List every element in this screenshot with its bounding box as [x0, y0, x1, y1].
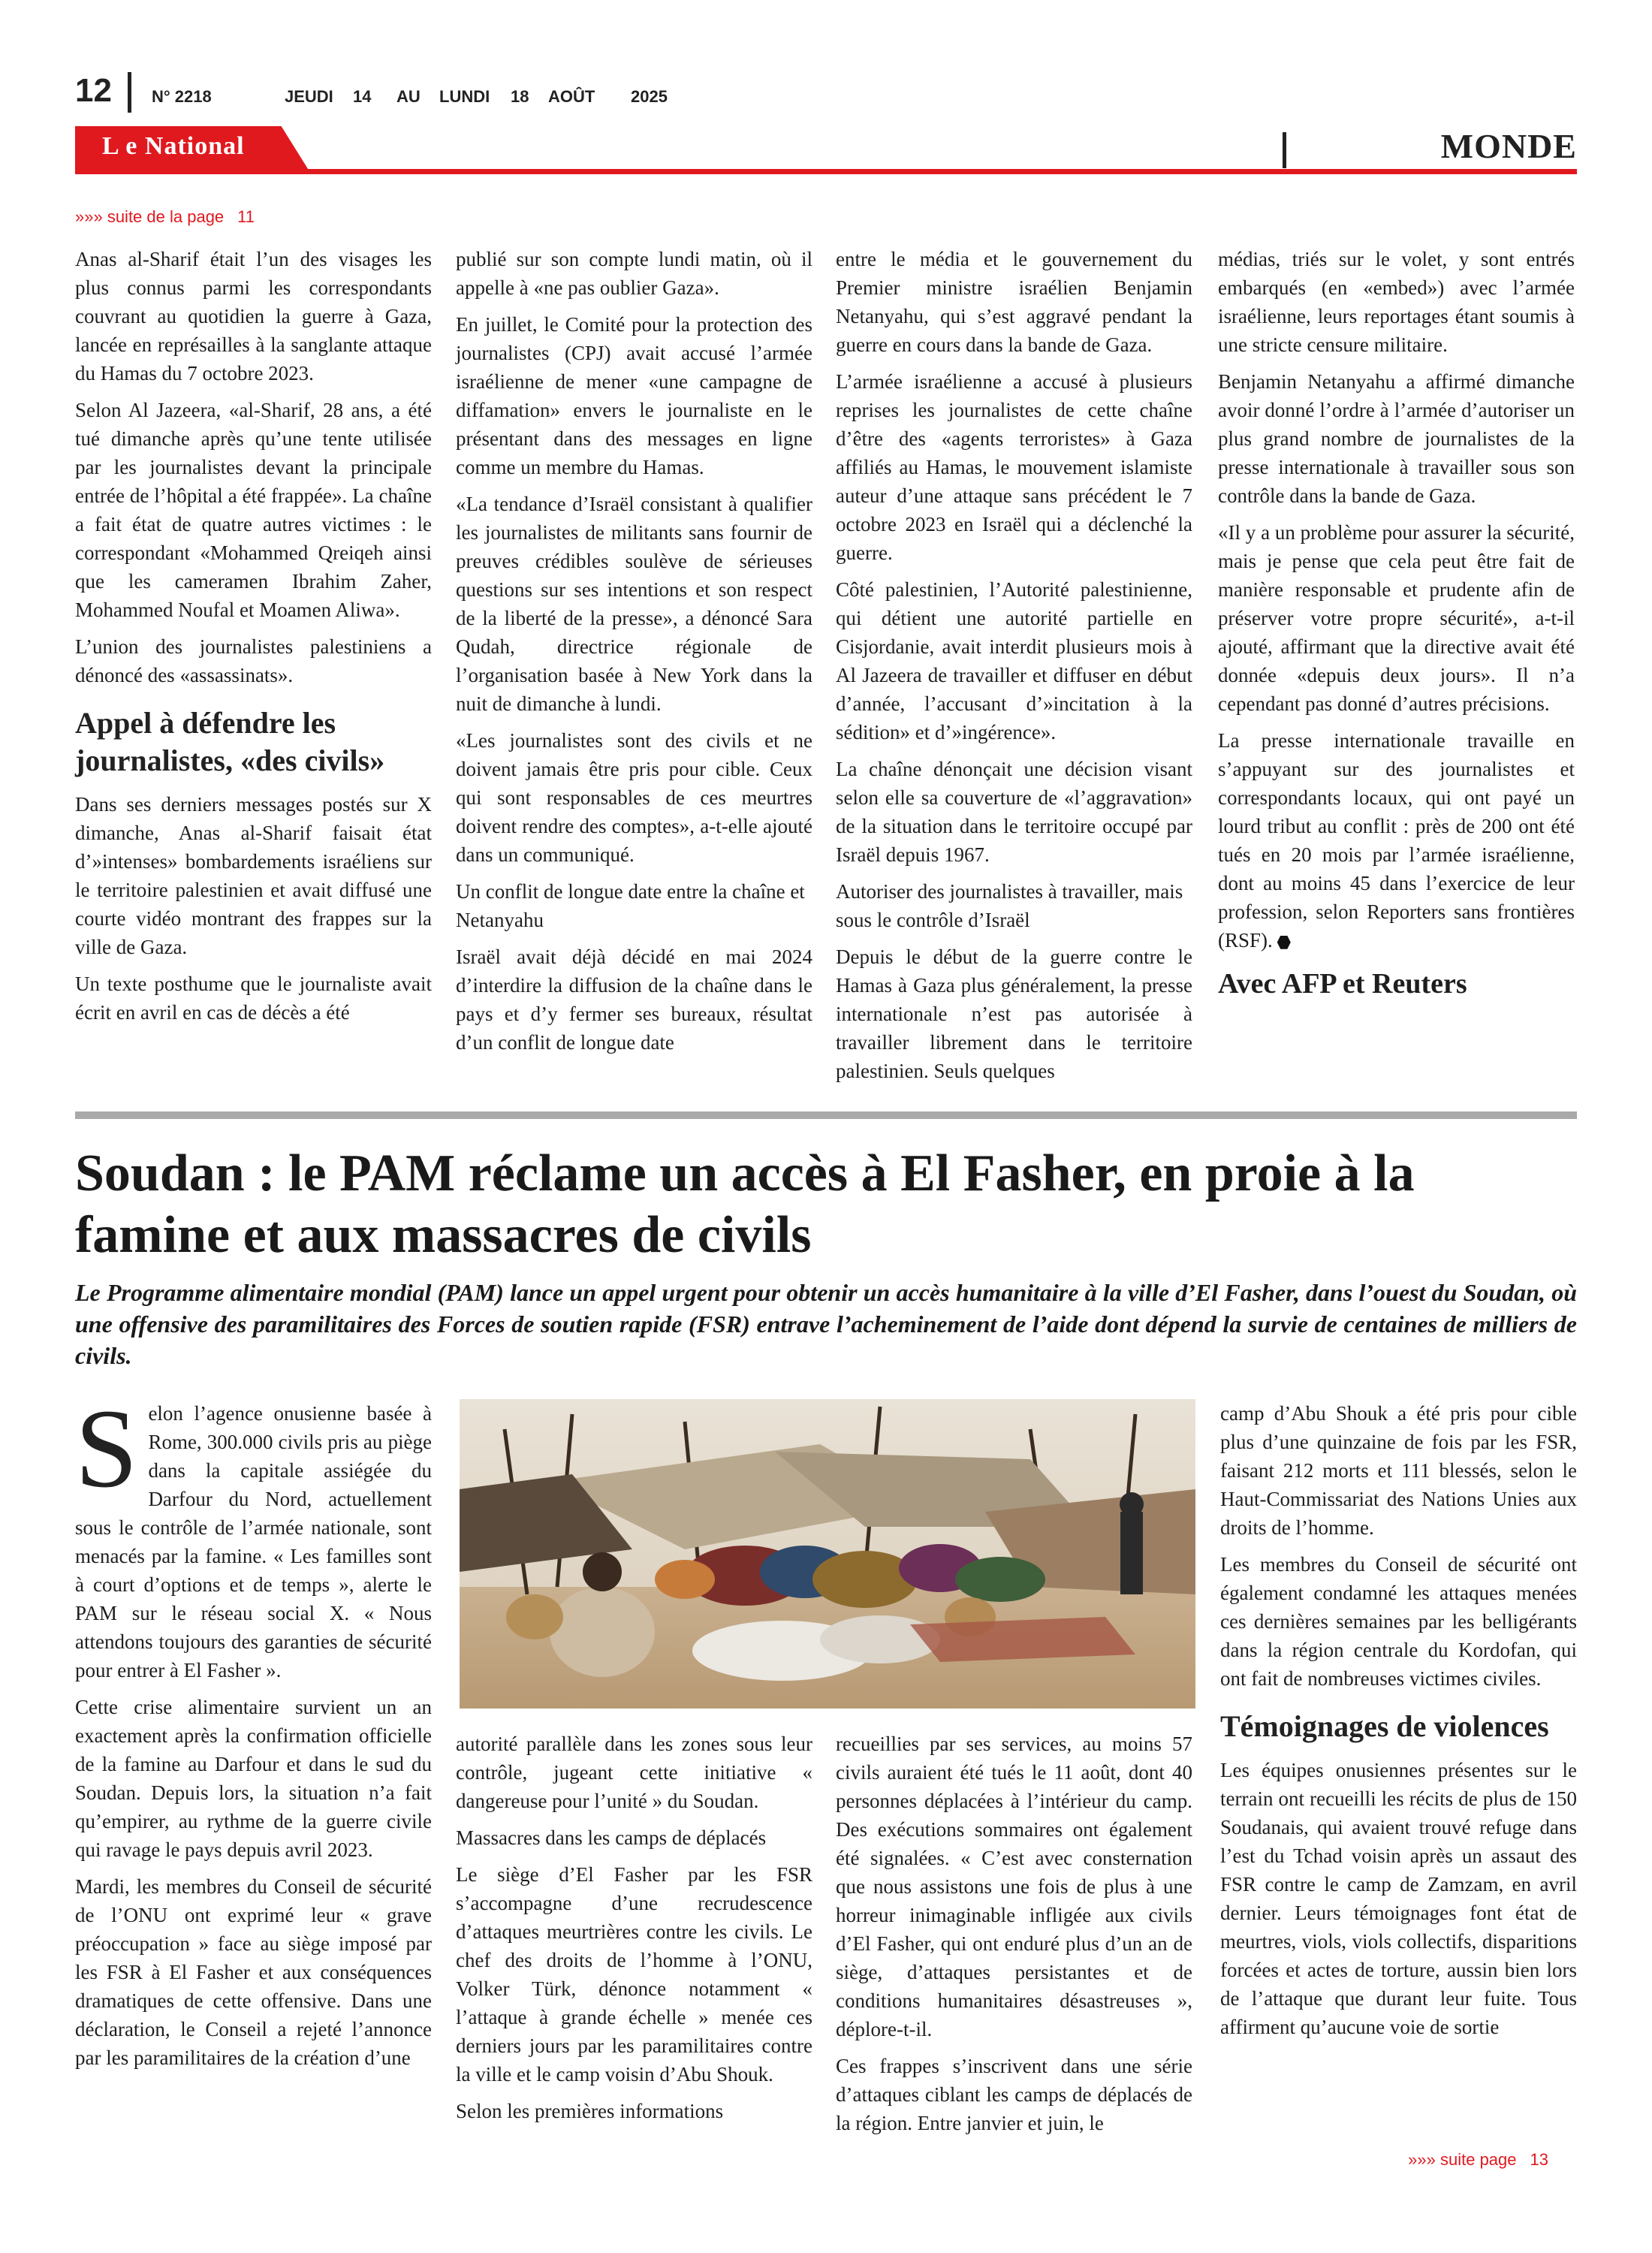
- continued-on-label: »»» suite page: [1408, 2150, 1517, 2169]
- paragraph: [75, 1386, 432, 1684]
- article-lede: Le Programme alimentaire mondial (PAM) lance un appel urgent pour obtenir un accès humanitaire à la ville d’El Fasher, dans l’ouest du Soudan, où une offensive des paramilitaires des Forces de soutien rapide (FSR) entrave l’acheminement de l’aide dont dépend la survie de centaines de milliers de civils.: [75, 1279, 1577, 1369]
- date-day-start: JEUDI: [285, 87, 333, 106]
- paragraph-text: La presse internationale travaille en s’appuyant sur des journalistes et correspondants locaux, qui ont payé un lourd tribut au conflit : près de 200 ont été tués en 20 mois par l’armée israélienne, dont au moins 45 dans l’exercice de leur profession, selon Reporters sans frontières (RSF).: [1218, 729, 1575, 952]
- paragraph: La chaîne dénonçait une décision visant selon elle sa couverture de «l’aggravation» de la situation dans le territoire occupé par Israël depuis 1967.: [836, 758, 1192, 866]
- paragraph: Massacres dans les camps de déplacés: [456, 1826, 767, 1849]
- date-month: AOÛT: [548, 87, 595, 106]
- date-num-end: 18: [511, 87, 529, 106]
- article-signature: Avec AFP et Reuters: [1218, 968, 1467, 1000]
- paragraph: camp d’Abu Shouk a été pris pour cible plus d’une quinzaine de fois par les FSR, faisant 212 morts et 111 blessés, selon le Haut-Commissariat des Nations Unies aux droits de l’homme.: [1220, 1402, 1577, 1539]
- paragraph: L’armée israélienne a accusé à plusieurs reprises les journalistes de cette chaîne d’être des «agents terroristes» à Gaza affiliés au Hamas, le mouvement islamiste auteur d’une attaque sans précédent le 7 octobre 2023 en Israël qui a déclenché la guerre.: [836, 370, 1192, 564]
- top-article-column-2: [456, 245, 812, 1065]
- paragraph: Les équipes onusiennes présentes sur le terrain ont recueilli les récits de plus de 150 Soudanais, qui avaient trouvé refuge dans l’est du Tchad voisin après un assaut des FSR contre le camp de Zamzam, en avril dernier. Leurs témoignages font état de meurtres, viols, viols collectifs, disparitions forcées et actes de torture, aussin bien lors de l’attaque que durant leur fuite. Tous affirment qu’aucune voie de sortie: [1220, 1759, 1577, 2038]
- paragraph: Israël avait déjà décidé en mai 2024 d’interdire la diffusion de la chaîne dans le pays et d’y fermer ses bureaux, résultat d’un conflit de longue date: [456, 946, 812, 1054]
- issue-number: N° 2218: [152, 87, 212, 106]
- paragraph: Dans ses derniers messages postés sur X dimanche, Anas al-Sharif faisait état d’»intenses» bombardements israéliens sur le territoire palestinien et avait diffusé une courte vidéo montrant des frappes sur la ville de Gaza.: [75, 793, 432, 958]
- top-article-column-1: [75, 245, 432, 1035]
- continued-on-page: 13: [1530, 2150, 1548, 2169]
- bottom-article-column-2: [456, 1730, 812, 2134]
- paragraph: [1218, 726, 1575, 955]
- bottom-article-column-4: [1220, 1399, 1577, 2049]
- paragraph: Cette crise alimentaire survient un an exactement après la confirmation officielle de la famine au Darfour et dans le sud du Soudan. Depuis lors, la situation n’a fait qu’empirer, au rythme de la guerre civile qui ravage le pays depuis avril 2023.: [75, 1696, 432, 1861]
- article-photo: [460, 1399, 1195, 1709]
- paragraph: Un texte posthume que le journaliste avait écrit en avril en cas de décès a été: [75, 973, 432, 1024]
- dropcap: S: [75, 1386, 138, 1511]
- end-of-article-mark: [1277, 936, 1291, 949]
- page-number: 12: [75, 72, 112, 109]
- paragraph: médias, triés sur le volet, y sont entrés embarqués (en «embed») avec l’armée israélienne, leurs reportages étant soumis à une stricte censure militaire.: [1218, 248, 1575, 356]
- paragraph: «La tendance d’Israël consistant à qualifier les journalistes de militants sans fournir de preuves crédibles soulève de sérieuses questions sur ses intentions et son respect de la liberté de la presse», a dénoncé Sara Qudah, directrice régionale de l’organisation basée à New York dans la nuit de dimanche à lundi.: [456, 493, 812, 715]
- article-separator: [75, 1111, 1577, 1119]
- paragraph: «Les journalistes sont des civils et ne doivent jamais être pris pour cible. Ceux qui sont responsables de ces meurtres doivent rendre des comptes», a-t-elle ajouté dans un communiqué.: [456, 729, 812, 866]
- subheading: Appel à défendre les journalistes, «des civils»: [75, 706, 385, 777]
- paragraph: Selon les premières informations: [456, 2100, 724, 2122]
- paragraph: Côté palestinien, l’Autorité palestinienne, qui détient une autorité partielle en Cisjordanie, avait interdit plusieurs mois à Al Jazeera de travailler et diffuser en début d’année, l’accusant d’»incitation à la sédition» et d’»ingérence».: [836, 578, 1192, 743]
- continued-from-label: »»» suite de la page: [75, 207, 225, 226]
- paragraph: Un conflit de longue date entre la chaîne et Netanyahu: [456, 880, 805, 931]
- paragraph: Les membres du Conseil de sécurité ont également condamné les attaques menées ces dernières semaines par les belligérants dans la région centrale du Kordofan, qui ont fait de nombreuses victimes civiles.: [1220, 1553, 1577, 1690]
- paragraph: Ces frappes s’inscrivent dans une série d’attaques ciblant les camps de déplacés de la région. Entre janvier et juin, le: [836, 2055, 1192, 2134]
- paragraph: Selon Al Jazeera, «al-Sharif, 28 ans, a été tué dimanche après qu’une tente utilisée par les journalistes devant la principale entrée de l’hôpital a été frappée». La chaîne a fait état de quatre autres victimes : le correspondant «Mohammed Qreiqeh ainsi que les cameramen Ibrahim Zaher, Mohammed Noufal et Moamen Aliwa».: [75, 399, 432, 621]
- displacement-camp-photo: [460, 1399, 1195, 1709]
- continued-on: [1408, 2150, 1548, 2170]
- brand-logo-text: L e National: [102, 132, 245, 160]
- section-title: MONDE: [1440, 127, 1577, 165]
- bottom-article-column-3: [836, 1730, 1192, 2146]
- paragraph: «Il y a un problème pour assurer la sécurité, mais je pense que cela peut être fait de manière responsable et prudente afin de préserver votre propre sécurité», a-t-il ajouté, affirmant que la directive avait été donnée «depuis deux jours». Il n’a cependant pas donné d’autres précisions.: [1218, 521, 1575, 715]
- continued-from: [75, 207, 255, 227]
- paragraph: Autoriser des journalistes à travailler, mais sous le contrôle d’Israël: [836, 880, 1183, 931]
- date-day-end: LUNDI: [439, 87, 490, 106]
- date-au: AU: [396, 87, 421, 106]
- paragraph: Depuis le début de la guerre contre le Hamas à Gaza plus généralement, la presse internationale n’est pas autorisée à travailler librement dans le territoire palestinien. Seuls quelques: [836, 946, 1192, 1082]
- paragraph: Anas al-Sharif était l’un des visages les plus connus parmi les correspondants couvrant au quotidien la guerre à Gaza, lancée en représailles à la sanglante attaque du Hamas du 7 octobre 2023.: [75, 248, 432, 385]
- continued-from-page: 11: [237, 207, 255, 226]
- paragraph: autorité parallèle dans les zones sous leur contrôle, jugeant cette initiative « dangereuse pour l’unité » du Soudan.: [456, 1733, 812, 1812]
- top-article-column-4: [1218, 245, 1575, 998]
- paragraph: publié sur son compte lundi matin, où il appelle à «ne pas oublier Gaza».: [456, 248, 812, 299]
- paragraph: Le siège d’El Fasher par les FSR s’accompagne d’une recrudescence d’attaques meurtrières contre les civils. Le chef des droits de l’homme à l’ONU, Volker Türk, dénonce notamment « l’attaque à grande échelle » menée ces derniers jours par les paramilitaires contre la ville et le camp voisin d’Abu Shouk.: [456, 1863, 812, 2086]
- paragraph: Benjamin Netanyahu a affirmé dimanche avoir donné l’ordre à l’armée d’autoriser un plus grand nombre de journalistes de la presse internationale à travailler sous son contrôle dans la bande de Gaza.: [1218, 370, 1575, 507]
- header-divider: [128, 72, 131, 113]
- paragraph: En juillet, le Comité pour la protection des journalistes (CPJ) avait accusé l’armée israélienne de mener «une campagne de diffamation» envers le journaliste en le présentant dans des messages en ligne comme un membre du Hamas.: [456, 313, 812, 478]
- date-year: 2025: [631, 87, 668, 106]
- top-article-column-3: [836, 245, 1192, 1093]
- paragraph: recueillies par ses services, au moins 57 civils auraient été tués le 11 août, dont 40 personnes déplacées à l’intérieur du camp. Des exécutions sommaires ont également été signalées. « C’est avec consternation que nous assistons une fois de plus à une horreur inimaginable infligée aux civils d’El Fasher, qui ont enduré plus d’un an de siège, d’attaques persistantes et de conditions humanitaires désastreuses », déplore-t-il.: [836, 1733, 1192, 2040]
- section-divider: [1283, 132, 1286, 168]
- article-headline: Soudan : le PAM réclame un accès à El Fasher, en proie à la famine et aux massacres de civils: [75, 1145, 1415, 1264]
- paragraph: Mardi, les membres du Conseil de sécurité de l’ONU ont exprimé leur « grave préoccupation » face au siège imposé par les FSR à El Fasher et aux conséquences dramatiques de cette offensive. Dans une déclaration, le Conseil a rejeté l’annonce par les paramilitaires de la création d’une: [75, 1875, 432, 2069]
- date-num-start: 14: [353, 87, 372, 106]
- subheading: Témoignages de violences: [1220, 1709, 1549, 1743]
- paragraph: entre le média et le gouvernement du Premier ministre israélien Benjamin Netanyahu, qui s’est aggravé pendant la guerre en cours dans la bande de Gaza.: [836, 248, 1192, 356]
- paragraph-text: elon l’agence onusienne basée à Rome, 300.000 civils pris au piège dans la capitale assiégée du Darfour du Nord, actuellement sous le contrôle de l’armée nationale, sont menacés par la famine. « Les familles sont à court d’options et de temps », alerte le PAM sur le réseau social X. « Nous attendons toujours des garanties de sécurité pour entrer à El Fasher ».: [75, 1402, 432, 1681]
- paragraph: L’union des journalistes palestiniens a dénoncé des «assassinats».: [75, 635, 432, 686]
- bottom-article-column-1: [75, 1386, 432, 2080]
